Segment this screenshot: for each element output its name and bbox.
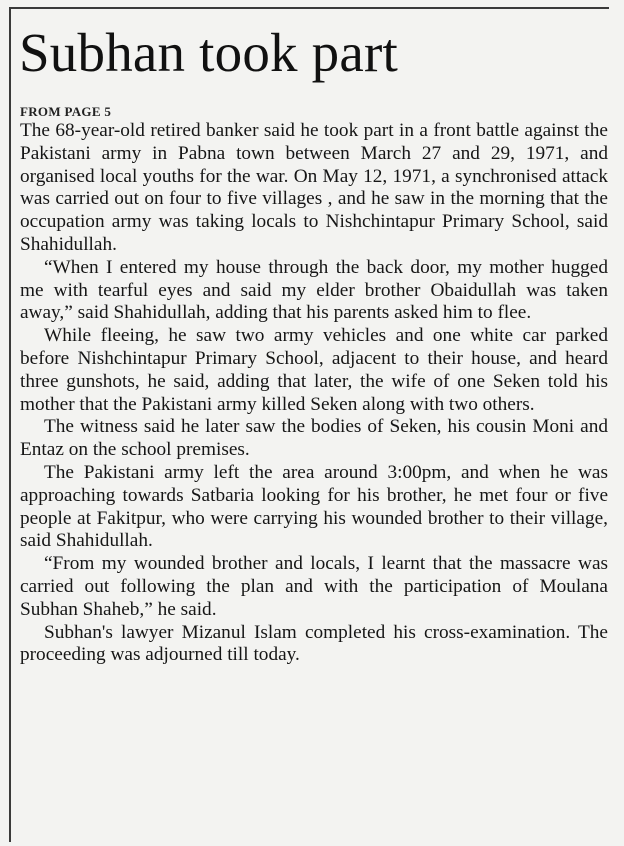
paragraph-3: While fleeing, he saw two army vehicles and one white car parked before Nishchintapur Primary School, adjacent to their house, and heard three gunshots, he said, adding that later, the wife of one Seken told his mother that the Pakistani army killed Seken along with two others. — [20, 325, 608, 415]
continued-from-label: FROM PAGE 5 — [20, 104, 112, 119]
headline: Subhan took part — [19, 22, 398, 83]
paragraph-7: Subhan's lawyer Mizanul Islam completed his cross-examination. The proceeding was adjourned till today. — [20, 621, 608, 666]
paragraph-4: The witness said he later saw the bodies of Seken, his cousin Moni and Entaz on the school premises. — [20, 416, 608, 461]
paragraph-5: The Pakistani army left the area around 3:00pm, and when he was approaching towards Satbaria looking for his brother, he met four or five people at Fakitpur, who were carrying his wounded brother to their village, said Shahidullah. — [20, 461, 608, 552]
paragraph-2: “When I entered my house through the back door, my mother hugged me with tearful eyes and said my elder brother Obaidullah was taken away,” said Shahidullah, adding that his parents asked him to flee. — [20, 256, 608, 324]
top-border-rule — [9, 7, 609, 9]
left-border-rule — [9, 7, 11, 842]
paragraph-1: The 68-year-old retired banker said he took part in a front battle against the Pakistani army in Pabna town between March 27 and 29, 1971, and organised local youths for the war. On May 12, 1971, a synchronised attack was carried out on four to five villages , and he saw in the morning that the occupation army was taking locals to Nishchintapur Primary School, said Shahidullah. — [20, 120, 608, 255]
article-body — [20, 120, 608, 667]
paragraph-6: “From my wounded brother and locals, I learnt that the massacre was carried out following the plan and with the participation of Moulana Subhan Shaheb,” he said. — [20, 553, 608, 620]
